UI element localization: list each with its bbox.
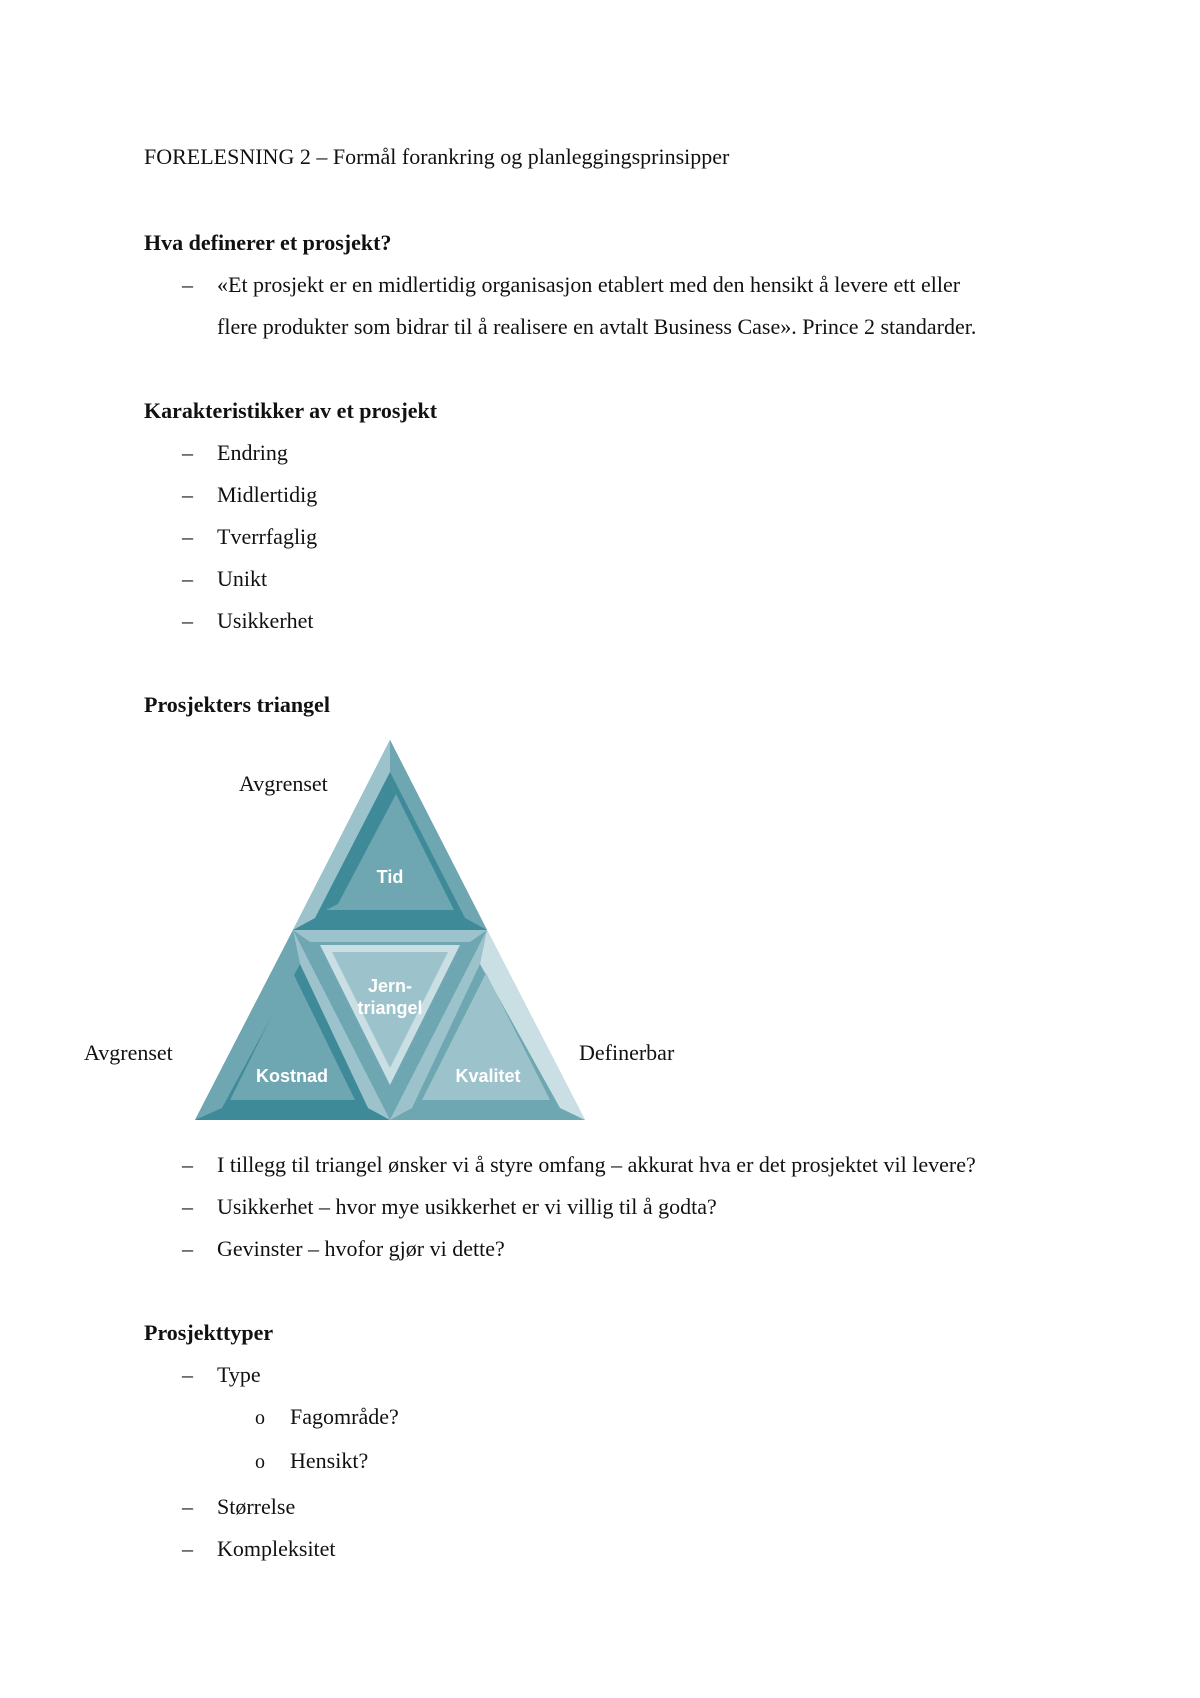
section-heading-definition: Hva definerer et prosjekt? xyxy=(144,230,392,255)
list-dash: – xyxy=(182,1152,193,1177)
section-heading-characteristics: Karakteristikker av et prosjekt xyxy=(144,398,438,423)
list-item: Kompleksitet xyxy=(217,1536,336,1561)
list-item: Gevinster – hvofor gjør vi dette? xyxy=(217,1236,505,1261)
kvalitet-label: Kvalitet xyxy=(455,1066,521,1086)
list-item: Usikkerhet – hvor mye usikkerhet er vi villig til å godta? xyxy=(217,1194,717,1219)
sub-list-bullet: o xyxy=(255,1451,265,1473)
list-dash: – xyxy=(182,440,193,465)
triangle-label-left: Avgrenset xyxy=(84,1040,173,1065)
list-dash: – xyxy=(182,1536,193,1561)
tid-label: Tid xyxy=(376,867,404,887)
list-dash: – xyxy=(182,608,193,633)
list-dash: – xyxy=(182,566,193,591)
list-item: Tverrfaglig xyxy=(217,524,318,549)
list-dash: – xyxy=(182,1362,193,1387)
list-dash: – xyxy=(182,1236,193,1261)
kostnad-label: Kostnad xyxy=(256,1066,328,1086)
list-item: Størrelse xyxy=(217,1494,296,1519)
tid-triangle xyxy=(293,740,487,930)
list-dash: – xyxy=(182,272,193,297)
list-dash: – xyxy=(182,524,193,549)
sub-list-bullet: o xyxy=(255,1407,265,1429)
sub-list-item: Fagområde? xyxy=(290,1404,399,1429)
iron-triangle-diagram xyxy=(180,730,600,1120)
triangle-label-top-left: Avgrenset xyxy=(239,771,328,796)
list-item: Midlertidig xyxy=(217,482,318,507)
list-item: Usikkerhet xyxy=(217,608,314,633)
jern-label-line-2: triangel xyxy=(357,998,423,1018)
definition-quote-line-2: flere produkter som bidrar til å realisere en avtalt Business Case». Prince 2 standarder. xyxy=(217,314,977,339)
list-item: Type xyxy=(217,1362,261,1387)
section-heading-project-types: Prosjekttyper xyxy=(144,1320,274,1345)
list-dash: – xyxy=(182,482,193,507)
jern-label-line-1: Jern- xyxy=(367,976,413,996)
triangle-label-right: Definerbar xyxy=(579,1040,675,1065)
section-heading-triangle: Prosjekters triangel xyxy=(144,692,330,717)
sub-list-item: Hensikt? xyxy=(290,1448,369,1473)
definition-quote-line-1: «Et prosjekt er en midlertidig organisasjon etablert med den hensikt å levere ett eller xyxy=(217,272,961,297)
list-item: Endring xyxy=(217,440,288,465)
list-item: Unikt xyxy=(217,566,268,591)
list-item: I tillegg til triangel ønsker vi å styre omfang – akkurat hva er det prosjektet vil levere? xyxy=(217,1152,976,1177)
list-dash: – xyxy=(182,1494,193,1519)
jern-triangle-edge-shade xyxy=(293,930,487,942)
document-title: FORELESNING 2 – Formål forankring og planleggingsprinsipper xyxy=(144,144,730,169)
list-dash: – xyxy=(182,1194,193,1219)
